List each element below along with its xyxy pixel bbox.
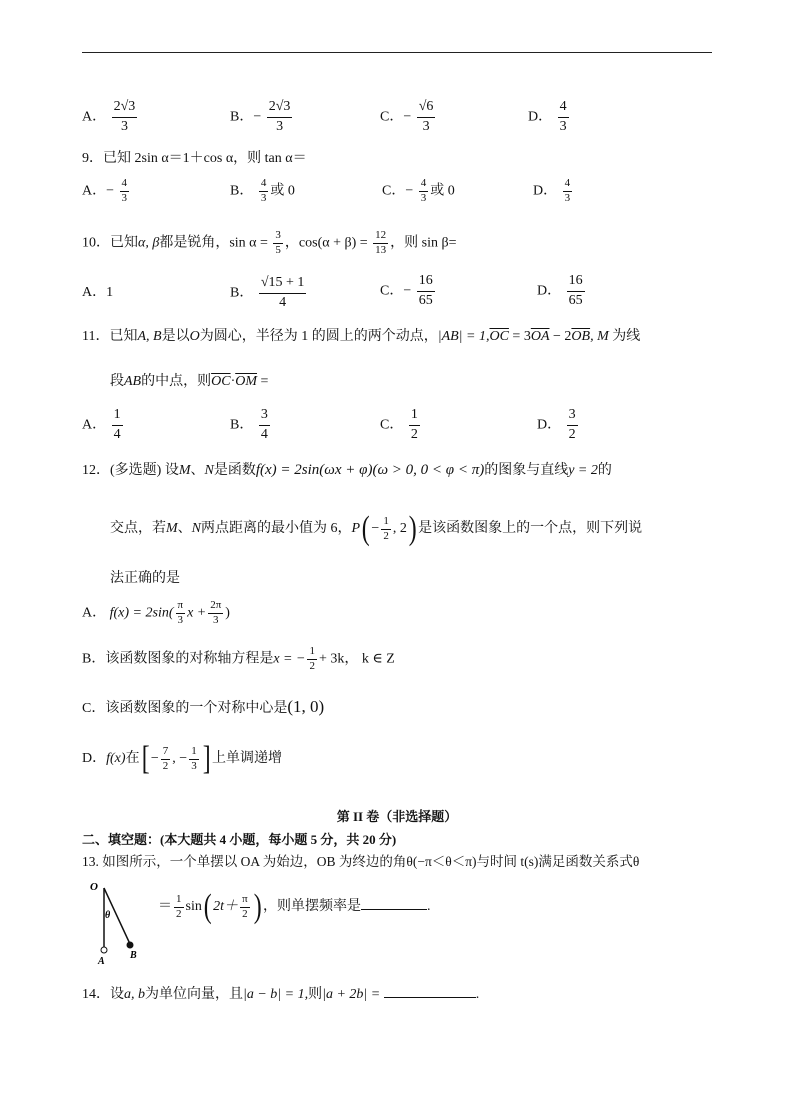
q10-option-d[interactable]: D． $\frac{16}{65}$ bbox=[537, 273, 583, 308]
q9-option-a[interactable]: A．− $\frac{4}{3}$ bbox=[82, 177, 128, 204]
q10-option-a[interactable]: A．1 bbox=[82, 285, 114, 300]
q14-stem: 14．设a, b为单位向量，且|a − b| = 1,则|a + 2b| = . bbox=[82, 987, 480, 1002]
q13-stem-line1: 13. 如图所示，一个单摆以 OA 为始边，OB 为终边的角θ(−π＜θ＜π)与时间 t(s)满足函数关系式θ bbox=[82, 854, 640, 869]
q12-option-c[interactable]: C．该函数图象的一个对称中心是(1, 0) bbox=[82, 697, 325, 716]
q9-stem: 9．已知 2sin α＝1＋cos α，则 tan α＝ bbox=[82, 151, 307, 166]
label-theta: θ bbox=[105, 910, 111, 921]
fraction: $\frac{4}{3}$ bbox=[121, 177, 128, 204]
q9-option-b[interactable]: B． $\frac{4}{3}$ 或 0 bbox=[230, 177, 295, 204]
fraction: $\frac{4}{3}$ bbox=[564, 177, 571, 204]
q9-option-c[interactable]: C．− $\frac{4}{3}$ 或 0 bbox=[382, 177, 455, 204]
q10-stem: 10．已知α, β都是锐角，sin α = $\frac{3}{5}$ ，cos(α + β) = $\frac{12}{13}$ ，则 sin β= bbox=[82, 229, 457, 256]
q10-option-b[interactable]: B． $\frac{√15 + 1}{4}$ bbox=[230, 275, 305, 310]
q8-option-d[interactable]: D． $\frac{4}{3}$ bbox=[528, 99, 567, 134]
answer-blank[interactable] bbox=[361, 909, 427, 910]
q12-option-d[interactable]: D．f(x)在[ − $\frac{7}{2}$ , − $\frac{1}{3}$ ] 上单调递增 bbox=[82, 740, 283, 777]
q12-stem-line1: 12．(多选题) 设M、N是函数f(x) = 2sin(ωx + φ)(ω > 0, 0 < φ < π)的图象与直线y = 2的 bbox=[82, 462, 612, 478]
q11-option-d[interactable]: D． $\frac{3}{2}$ bbox=[537, 407, 576, 442]
fraction: $\frac{3}{2}$ bbox=[568, 407, 576, 442]
fraction: $\frac{2√3}{3}$ bbox=[113, 99, 136, 134]
fraction: $\frac{√15 + 1}{4}$ bbox=[260, 275, 305, 310]
q8-option-b[interactable]: B．− $\frac{2√3}{3}$ bbox=[230, 99, 291, 134]
label-o: O bbox=[90, 881, 98, 893]
q11-stem-line1: 11．已知A, B是以O为圆心，半径为 1 的圆上的两个动点，$|AB| = 1,\overline{OC} = 3\overline{OA} - 2\overline{OB}$, M 为线 bbox=[82, 329, 641, 344]
section-heading: 二、填空题：(本大题共 4 小题，每小题 5 分，共 20 分) bbox=[82, 832, 397, 847]
q9-option-d[interactable]: D． $\frac{4}{3}$ bbox=[533, 177, 571, 204]
fraction: $\frac{√6}{3}$ bbox=[418, 99, 434, 134]
fraction: $\frac{3}{4}$ bbox=[260, 407, 268, 442]
label-a: A bbox=[98, 956, 105, 967]
q10-option-c[interactable]: C．− $\frac{16}{65}$ bbox=[380, 273, 433, 308]
pendulum-figure bbox=[88, 878, 148, 968]
q12-option-b[interactable]: B．该函数图象的对称轴方程是x = − $\frac{1}{2}$ + 3k， k ∈ Z bbox=[82, 645, 395, 672]
q11-option-a[interactable]: A． $\frac{1}{4}$ bbox=[82, 407, 121, 442]
q12-stem-line3: 法正确的是 bbox=[110, 571, 180, 586]
fraction: $\frac{4}{3}$ bbox=[559, 99, 567, 134]
fraction: $\frac{4}{3}$ bbox=[260, 177, 267, 204]
fraction: $\frac{4}{3}$ bbox=[420, 177, 427, 204]
fraction: $\frac{16}{65}$ bbox=[568, 273, 583, 308]
fraction: $\frac{1}{4}$ bbox=[113, 407, 121, 442]
fraction: $\frac{1}{2}$ bbox=[410, 407, 418, 442]
q12-option-a[interactable]: A． f(x) = 2sin( $\frac{\pi}{3}$ x + $\frac{2\pi}{3}$ ) bbox=[82, 599, 230, 626]
bob-a bbox=[101, 947, 107, 953]
q13-formula: ＝ $\frac{1}{2}$ sin( 2t＋ $\frac{\pi}{2}$ ) ，则单摆频率是 . bbox=[158, 888, 431, 925]
q11-option-c[interactable]: C． $\frac{1}{2}$ bbox=[380, 407, 418, 442]
answer-blank[interactable] bbox=[384, 997, 476, 998]
q8-option-a[interactable]: A． $\frac{2√3}{3}$ bbox=[82, 99, 136, 134]
section-title: 第 II 卷（非选择题） bbox=[336, 809, 458, 824]
q12-stem-line2: 交点，若M、N两点距离的最小值为 6，P( − $\frac{1}{2}$ , 2) 是该函数图象上的一个点，则下列说 bbox=[110, 510, 643, 547]
q8-option-c[interactable]: C．− $\frac{√6}{3}$ bbox=[380, 99, 434, 134]
fraction: $\frac{16}{65}$ bbox=[418, 273, 433, 308]
header-rule bbox=[82, 52, 712, 53]
q11-option-b[interactable]: B． $\frac{3}{4}$ bbox=[230, 407, 268, 442]
fraction: $\frac{2√3}{3}$ bbox=[268, 99, 291, 134]
q11-stem-line2: 段AB的中点，则$\overline{OC}\cdot\overline{OM}$ = bbox=[110, 374, 269, 389]
bob-b bbox=[127, 942, 134, 949]
label-b: B bbox=[130, 950, 137, 961]
